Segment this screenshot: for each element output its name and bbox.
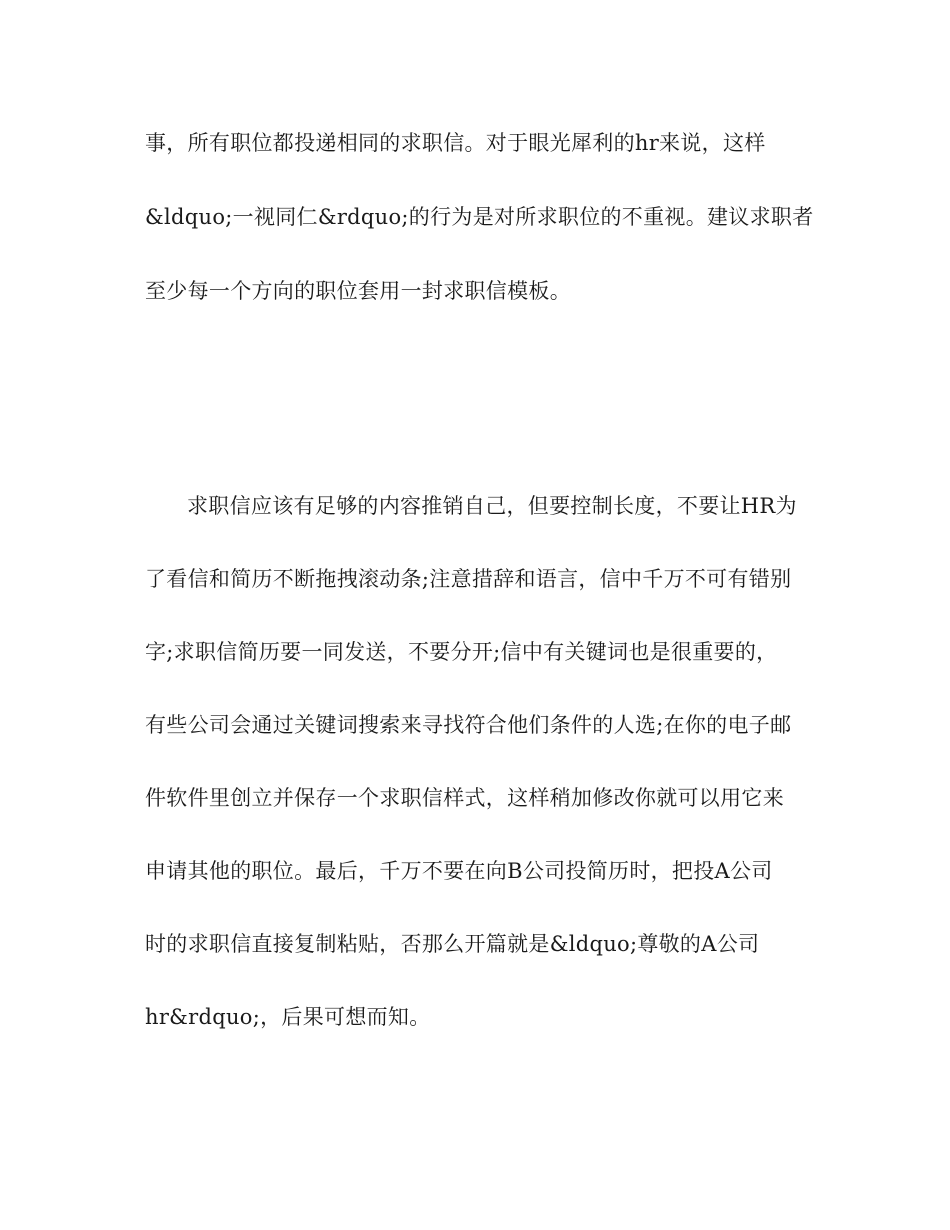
- text-line: 字;求职信简历要一同发送，不要分开;信中有关键词也是很重要的，: [145, 640, 778, 664]
- text-line: 至少每一个方向的职位套用一封求职信模板。: [145, 279, 571, 303]
- text-line: 了看信和简历不断拖拽滚动条;注意措辞和语言，信中千万不可有错别: [145, 567, 792, 591]
- text-line: 有些公司会通过关键词搜索来寻找符合他们条件的人选;在你的电子邮: [145, 713, 792, 737]
- text-line: 事，所有职位都投递相同的求职信。对于眼光犀利的hr来说，这样: [145, 131, 766, 155]
- text-line: 申请其他的职位。最后，千万不要在向B公司投简历时，把投A公司: [145, 859, 773, 883]
- text-line: 求职信应该有足够的内容推销自己，但要控制长度，不要让HR为: [187, 494, 797, 518]
- text-line: &ldquo;一视同仁&rdquo;的行为是对所求职位的不重视。建议求职者: [145, 205, 814, 229]
- text-line: 件软件里创立并保存一个求职信样式，这样稍加修改你就可以用它来: [145, 786, 784, 810]
- text-line: 时的求职信直接复制粘贴，否那么开篇就是&ldquo;尊敬的A公司: [145, 932, 760, 956]
- text-line: hr&rdquo;，后果可想而知。: [145, 1005, 431, 1029]
